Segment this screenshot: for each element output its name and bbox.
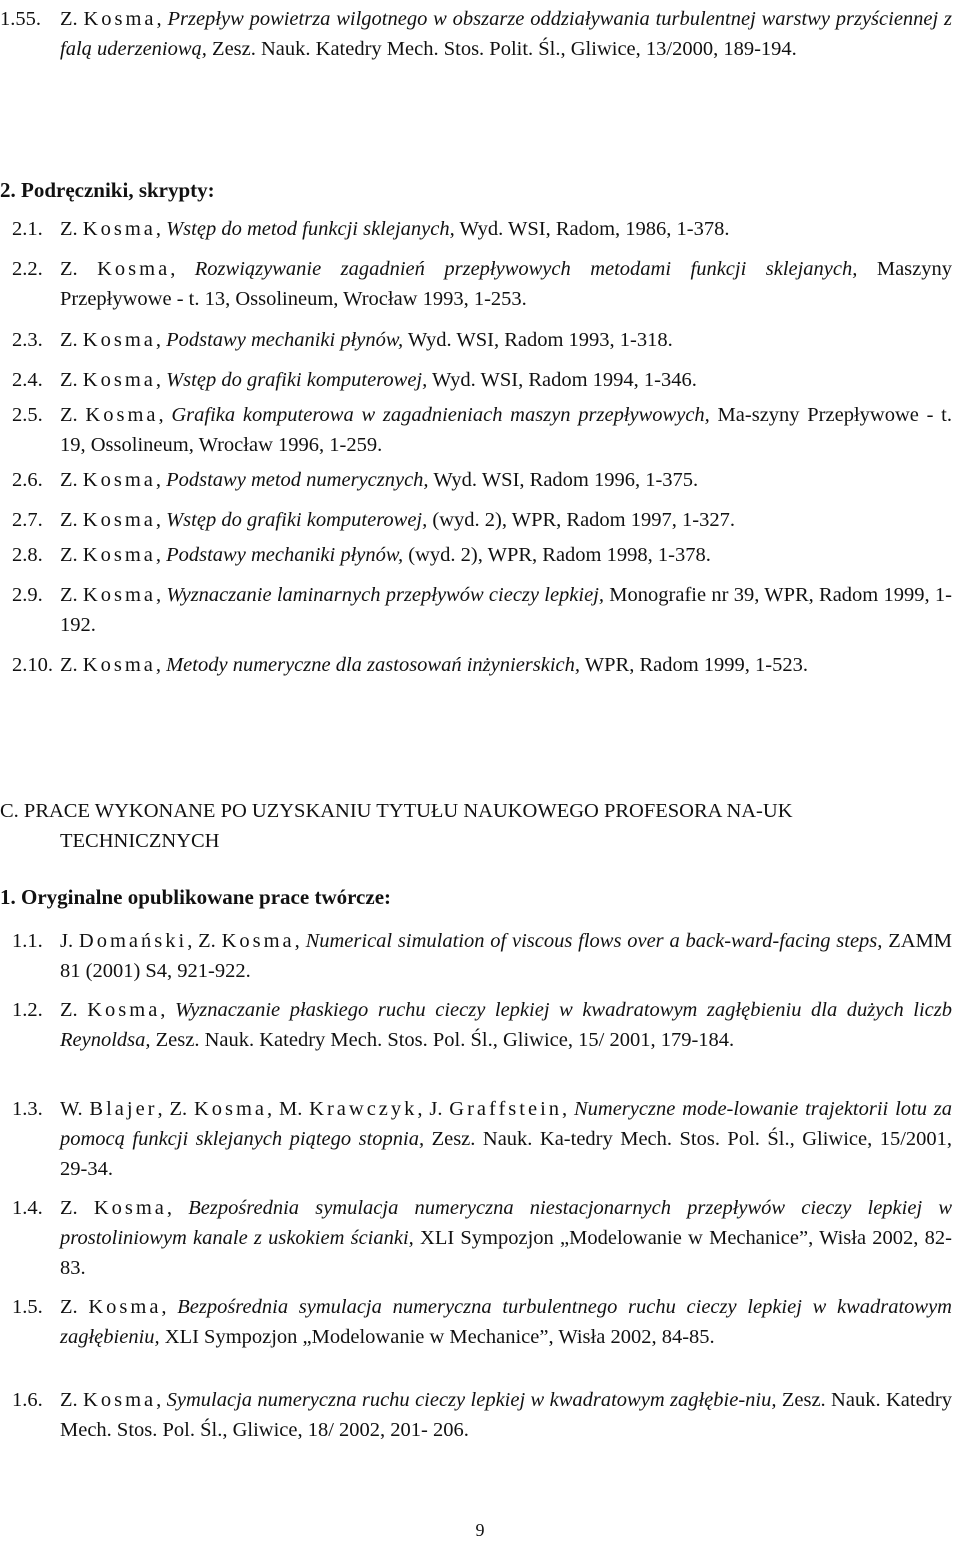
textbook-entry	[0, 580, 952, 640]
ref-number: 2.1.	[12, 218, 43, 240]
ref-text: Z.	[60, 469, 83, 491]
ref-text: Z.	[60, 584, 83, 606]
ref-number: 1.5.	[12, 1296, 43, 1318]
author-surname: Kosma	[82, 218, 156, 240]
ref-text: , J.	[417, 1098, 450, 1120]
ref-text: (wyd. 2), WPR, Radom 1998, 1-378.	[403, 544, 711, 566]
ref-text: XLI Sympozjon „Modelowanie w Mechanice”, Wisła 2002, 84-85.	[159, 1326, 715, 1348]
ref-text: ,	[155, 218, 167, 240]
author-surname: Kosma	[82, 369, 156, 391]
author-surname: Kosma	[82, 509, 156, 531]
ref-number: 2.5.	[12, 404, 43, 426]
ref-body	[0, 214, 952, 244]
ref-text: ,	[161, 1296, 178, 1318]
ref-number: 2.9.	[12, 584, 43, 606]
ref-body	[0, 1292, 952, 1352]
section-heading-original-works: 1. Oryginalne opublikowane prace twórcze:	[0, 885, 392, 909]
section-heading-textbooks: 2. Podręczniki, skrypty:	[0, 178, 215, 202]
ref-title: Symulacja numeryczna ruchu cieczy lepkiej w kwadratowym zagłębie-niu,	[166, 1389, 777, 1411]
ref-text: Zesz. Nauk. Katedry Mech. Stos. Pol. Śl., Gliwice, 15/ 2001, 179-184.	[150, 1029, 735, 1051]
ref-text: Z.	[60, 8, 84, 30]
ref-body	[0, 1385, 952, 1445]
ref-number: 1.6.	[12, 1389, 43, 1411]
ref-body	[0, 325, 952, 355]
author-surname: Domański	[78, 930, 188, 952]
ref-text: Zesz. Nauk. Katedry Mech. Stos. Polit. Śl., Gliwice, 13/2000, 189-194.	[206, 38, 797, 60]
author-surname: Graffstein	[449, 1098, 563, 1120]
textbook-entry	[0, 650, 952, 680]
ref-text: ,	[156, 1389, 167, 1411]
ref-text: Ma-szyny Przepływowe - t. 19, Ossolineum, Wrocław 1996, 1-259.	[60, 404, 952, 456]
author-surname: Kosma	[221, 930, 295, 952]
ref-text: ,	[160, 999, 175, 1021]
ref-text: Z.	[60, 544, 83, 566]
ref-text: ,	[294, 930, 306, 952]
author-surname: Kosma	[83, 1389, 157, 1411]
textbook-entry	[0, 325, 952, 355]
author-surname: Kosma	[97, 258, 171, 280]
author-surname: Blajer	[89, 1098, 158, 1120]
ref-number: 2.3.	[12, 329, 43, 351]
ref-text: , M.	[267, 1098, 310, 1120]
ref-body	[0, 926, 952, 986]
ref-text: Maszyny Przepływowe - t. 13, Ossolineum, Wrocław 1993, 1-253.	[60, 258, 952, 310]
ref-text: Z.	[60, 509, 83, 531]
author-surname: Kosma	[82, 469, 156, 491]
page-number: 9	[475, 1520, 485, 1540]
ref-body	[0, 4, 952, 64]
ref-text: ,	[170, 258, 195, 280]
ref-text: Z.	[60, 218, 83, 240]
author-surname: Krawczyk	[309, 1098, 418, 1120]
ref-text: Z.	[60, 329, 83, 351]
textbook-entry	[0, 254, 952, 314]
ref-text: Z.	[60, 258, 98, 280]
ref-text: Zesz. Nauk. Ka-tedry Mech. Stos. Pol. Śl., Gliwice, 15/2001, 29-34.	[60, 1128, 953, 1180]
ref-title: Podstawy mechaniki płynów,	[166, 544, 404, 566]
ref-title: Bezpośrednia symulacja numeryczna niestacjonarnych przepływów cieczy lepkiej w prostoliniowym kanale z uskokiem ścianki,	[60, 1197, 952, 1249]
original-work-entry	[0, 1292, 952, 1352]
ref-text: ZAMM 81 (2001) S4, 921-922.	[60, 930, 952, 982]
ref-text: WPR, Radom 1999, 1-523.	[580, 654, 809, 676]
ref-number: 2.7.	[12, 509, 43, 531]
author-surname: Kosma	[82, 584, 156, 606]
ref-number: 2.2.	[12, 258, 43, 280]
ref-text: (wyd. 2), WPR, Radom 1997, 1-327.	[427, 509, 735, 531]
ref-body	[0, 580, 952, 640]
ref-text: Z.	[60, 404, 86, 426]
ref-title: Wstęp do grafiki komputerowej,	[166, 509, 428, 531]
ref-text: Z.	[60, 369, 83, 391]
ref-title: Rozwiązywanie zagadnień przepływowych metodami funkcji sklejanych,	[194, 258, 858, 280]
ref-entry-1-55	[0, 4, 952, 64]
ref-body	[0, 365, 952, 395]
section-title-c: C. PRACE WYKONANE PO UZYSKANIU TYTUŁU NAUKOWEGO PROFESORA NA-UK TECHNICZNYCH	[0, 800, 793, 852]
textbook-entry	[0, 540, 952, 570]
ref-title: Wyznaczanie laminarnych przepływów cieczy lepkiej,	[166, 584, 605, 606]
ref-text: ,	[155, 509, 167, 531]
author-surname: Kosma	[193, 1098, 268, 1120]
ref-title: Przepływ powietrza wilgotnego w obszarze oddziaływania turbulentnej warstwy przyściennej z falą uderzeniową,	[60, 8, 952, 60]
ref-text: Monografie nr 39, WPR, Radom 1999, 1-192.	[60, 584, 952, 636]
author-surname: Kosma	[83, 8, 157, 30]
original-work-entry	[0, 1193, 952, 1283]
original-work-entry	[0, 1094, 952, 1184]
ref-text: ,	[155, 544, 167, 566]
ref-text: ,	[155, 329, 167, 351]
ref-body	[0, 254, 952, 314]
author-surname: Kosma	[82, 329, 156, 351]
ref-text: XLI Sympozjon „Modelowanie w Mechanice”, Wisła 2002, 82-83.	[60, 1227, 952, 1279]
ref-text: ,	[158, 404, 172, 426]
ref-body	[0, 465, 952, 495]
ref-number: 1.55.	[0, 8, 41, 30]
ref-text: Wyd. WSI, Radom 1994, 1-346.	[427, 369, 697, 391]
ref-text: ,	[156, 8, 168, 30]
textbook-entry	[0, 400, 952, 460]
ref-number: 2.6.	[12, 469, 43, 491]
textbook-entry	[0, 214, 952, 244]
ref-text: ,	[155, 369, 167, 391]
ref-text: Wyd. WSI, Radom 1993, 1-318.	[403, 329, 673, 351]
ref-text: Z.	[60, 654, 83, 676]
author-surname: Kosma	[93, 1197, 167, 1219]
ref-body	[0, 650, 952, 680]
ref-text: Z.	[60, 999, 88, 1021]
author-surname: Kosma	[82, 544, 156, 566]
ref-title: Numerical simulation of viscous flows over a back-ward-facing steps,	[305, 930, 883, 952]
ref-text: ,	[166, 1197, 189, 1219]
ref-title: Podstawy metod numerycznych,	[166, 469, 429, 491]
author-surname: Kosma	[82, 654, 156, 676]
ref-text: ,	[155, 654, 167, 676]
ref-body	[0, 1193, 952, 1283]
ref-body	[0, 995, 952, 1055]
ref-body	[0, 540, 952, 570]
author-surname: Kosma	[88, 1296, 162, 1318]
ref-text: ,	[155, 469, 167, 491]
original-work-entry	[0, 995, 952, 1055]
ref-text: Z.	[60, 1296, 89, 1318]
ref-body	[0, 400, 952, 460]
textbook-entry	[0, 505, 952, 535]
ref-title: Bezpośrednia symulacja numeryczna turbulentnego ruchu cieczy lepkiej w kwadratowym zagłębieniu,	[60, 1296, 952, 1348]
ref-title: Wstęp do metod funkcji sklejanych,	[166, 218, 455, 240]
ref-title: Wstęp do grafiki komputerowej,	[166, 369, 428, 391]
ref-text: Zesz. Nauk. Katedry Mech. Stos. Pol. Śl., Gliwice, 18/ 2002, 201- 206.	[60, 1389, 952, 1441]
ref-text: Wyd. WSI, Radom, 1986, 1-378.	[454, 218, 730, 240]
ref-text: , Z.	[157, 1098, 194, 1120]
author-surname: Kosma	[85, 404, 159, 426]
ref-title: Numeryczne mode-lowanie trajektorii lotu za pomocą funkcji sklejanych piątego stopnia,	[60, 1098, 953, 1150]
ref-number: 1.3.	[12, 1098, 43, 1120]
ref-text: Z.	[60, 1389, 84, 1411]
ref-number: 1.2.	[12, 999, 43, 1021]
ref-number: 2.8.	[12, 544, 43, 566]
ref-text: Wyd. WSI, Radom 1996, 1-375.	[428, 469, 699, 491]
ref-text: , Z.	[187, 930, 222, 952]
original-work-entry	[0, 1385, 952, 1445]
ref-title: Podstawy mechaniki płynów,	[166, 329, 404, 351]
author-surname: Kosma	[87, 999, 161, 1021]
textbook-entry	[0, 465, 952, 495]
textbook-entry	[0, 365, 952, 395]
ref-number: 1.4.	[12, 1197, 43, 1219]
ref-number: 2.4.	[12, 369, 43, 391]
ref-body	[0, 505, 952, 535]
ref-text: J.	[60, 930, 79, 952]
original-work-entry	[0, 926, 952, 986]
ref-number: 2.10.	[12, 654, 53, 676]
ref-text: Z.	[60, 1197, 94, 1219]
ref-title: Metody numeryczne dla zastosowań inżynierskich,	[166, 654, 581, 676]
ref-text: W.	[60, 1098, 90, 1120]
ref-text: ,	[562, 1098, 574, 1120]
ref-number: 1.1.	[12, 930, 43, 952]
ref-text: ,	[156, 584, 167, 606]
ref-title: Grafika komputerowa w zagadnieniach maszyn przepływowych,	[171, 404, 710, 426]
ref-title: Wyznaczanie płaskiego ruchu cieczy lepkiej w kwadratowym zagłębieniu dla dużych liczb Reynoldsa,	[60, 999, 952, 1051]
ref-body	[0, 1094, 952, 1184]
